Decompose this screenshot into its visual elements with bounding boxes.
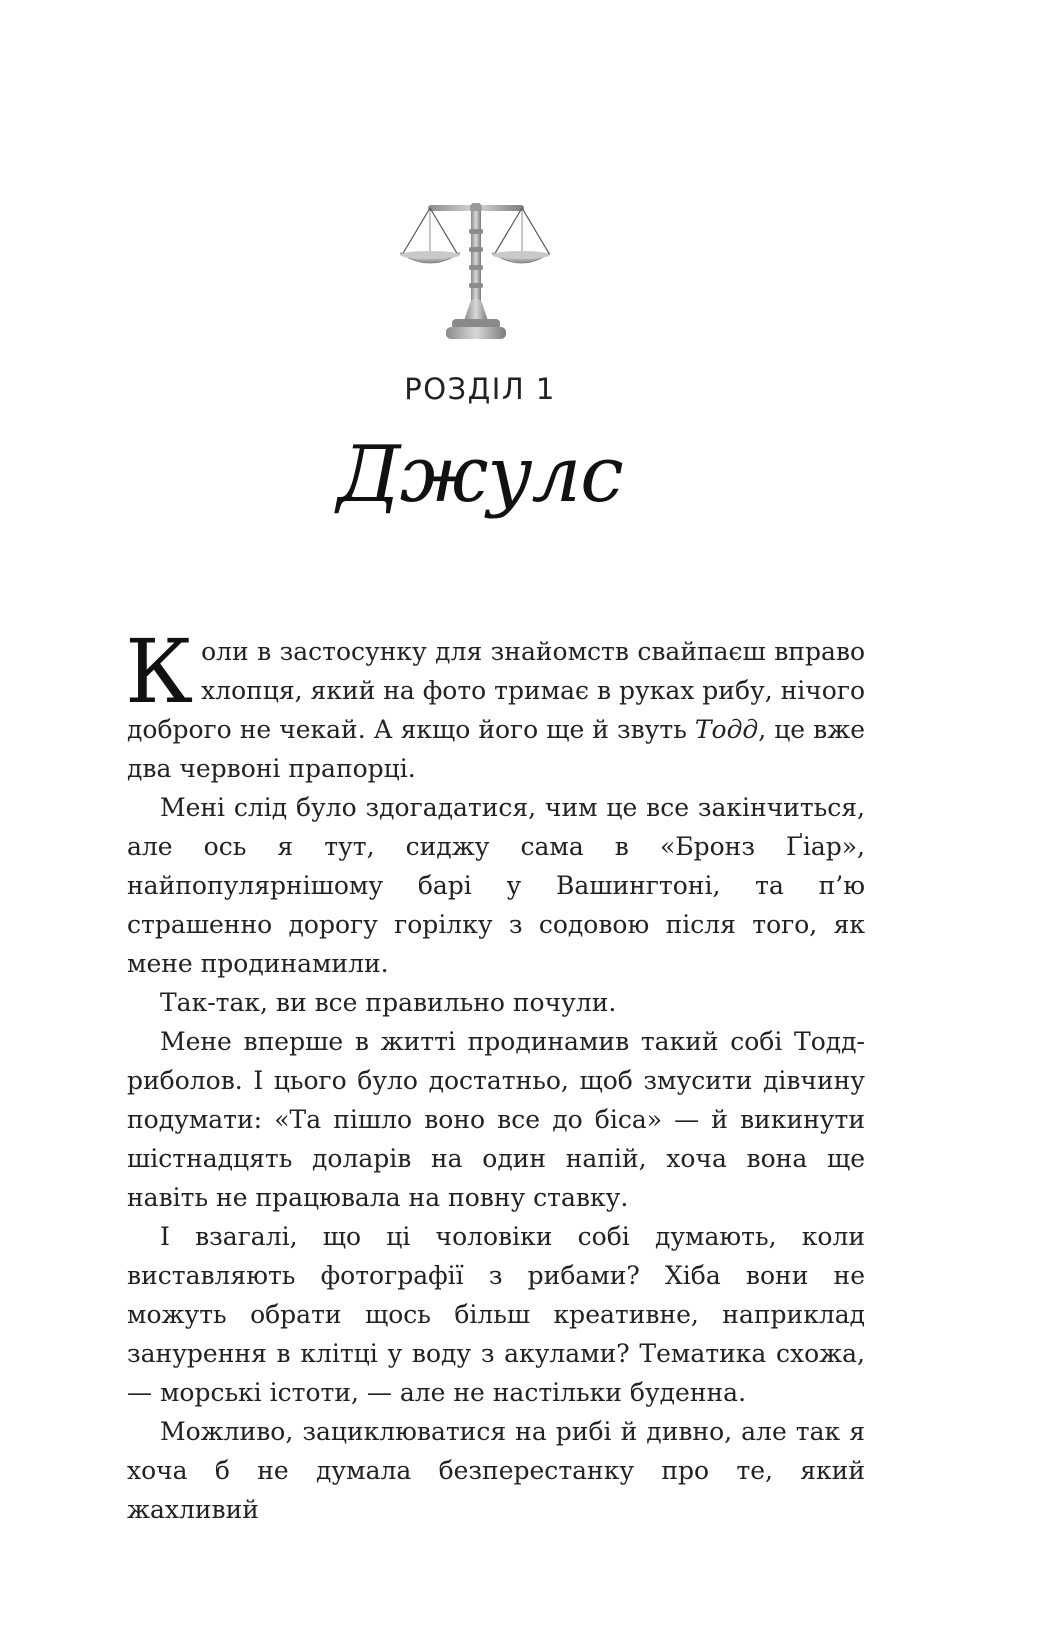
- italic-name: Тодд: [694, 715, 759, 744]
- paragraph: [125, 620, 865, 788]
- chapter-body: [125, 620, 865, 1529]
- paragraph: Мене вперше в житті продинамив такий собі Тодд-риболов. І цього було достатньо, щоб змусити дівчину подумати: «Та пішло воно все до біса» — й викинути шістнадцять доларів на один напій, хоча вона ще навіть не працювала на повну ставку.: [127, 1027, 865, 1212]
- drop-cap: К: [125, 620, 194, 723]
- paragraph: Мені слід було здогадатися, чим це все закінчиться, але ось я тут, сиджу сама в «Бронз Ґіар», найпопулярнішому барі у Вашингтоні, та п’ю страшенно дорогу горілку з содовою після того, як мене продинамили.: [127, 793, 865, 978]
- chapter-title: Джулс: [337, 430, 623, 520]
- paragraph: І взагалі, що ці чоловіки собі думають, коли виставляють фотографії з рибами? Хіба вони не можуть обрати щось більш креативне, наприклад занурення в клітці у воду з акулами? Тематика схожа, — морські істоти, — але не настільки буденна.: [127, 1222, 865, 1407]
- paragraph: Можливо, зациклюватися на рибі й дивно, але так я хоча б не думала безперестанку про те, який жахливий: [127, 1417, 865, 1524]
- paragraph-text: , це вже два червоні прапорці.: [127, 715, 865, 783]
- paragraph: Так-так, ви все правильно почули.: [160, 988, 617, 1017]
- chapter-label: РОЗДІЛ 1: [404, 372, 556, 406]
- scales-of-justice-icon: [400, 203, 550, 347]
- paragraph-text: оли в застосунку для знайомств свайпаєш вправо хлопця, який на фото тримає в руках рибу, нічого доброго не чекай. А якщо його ще й звуть: [127, 637, 865, 744]
